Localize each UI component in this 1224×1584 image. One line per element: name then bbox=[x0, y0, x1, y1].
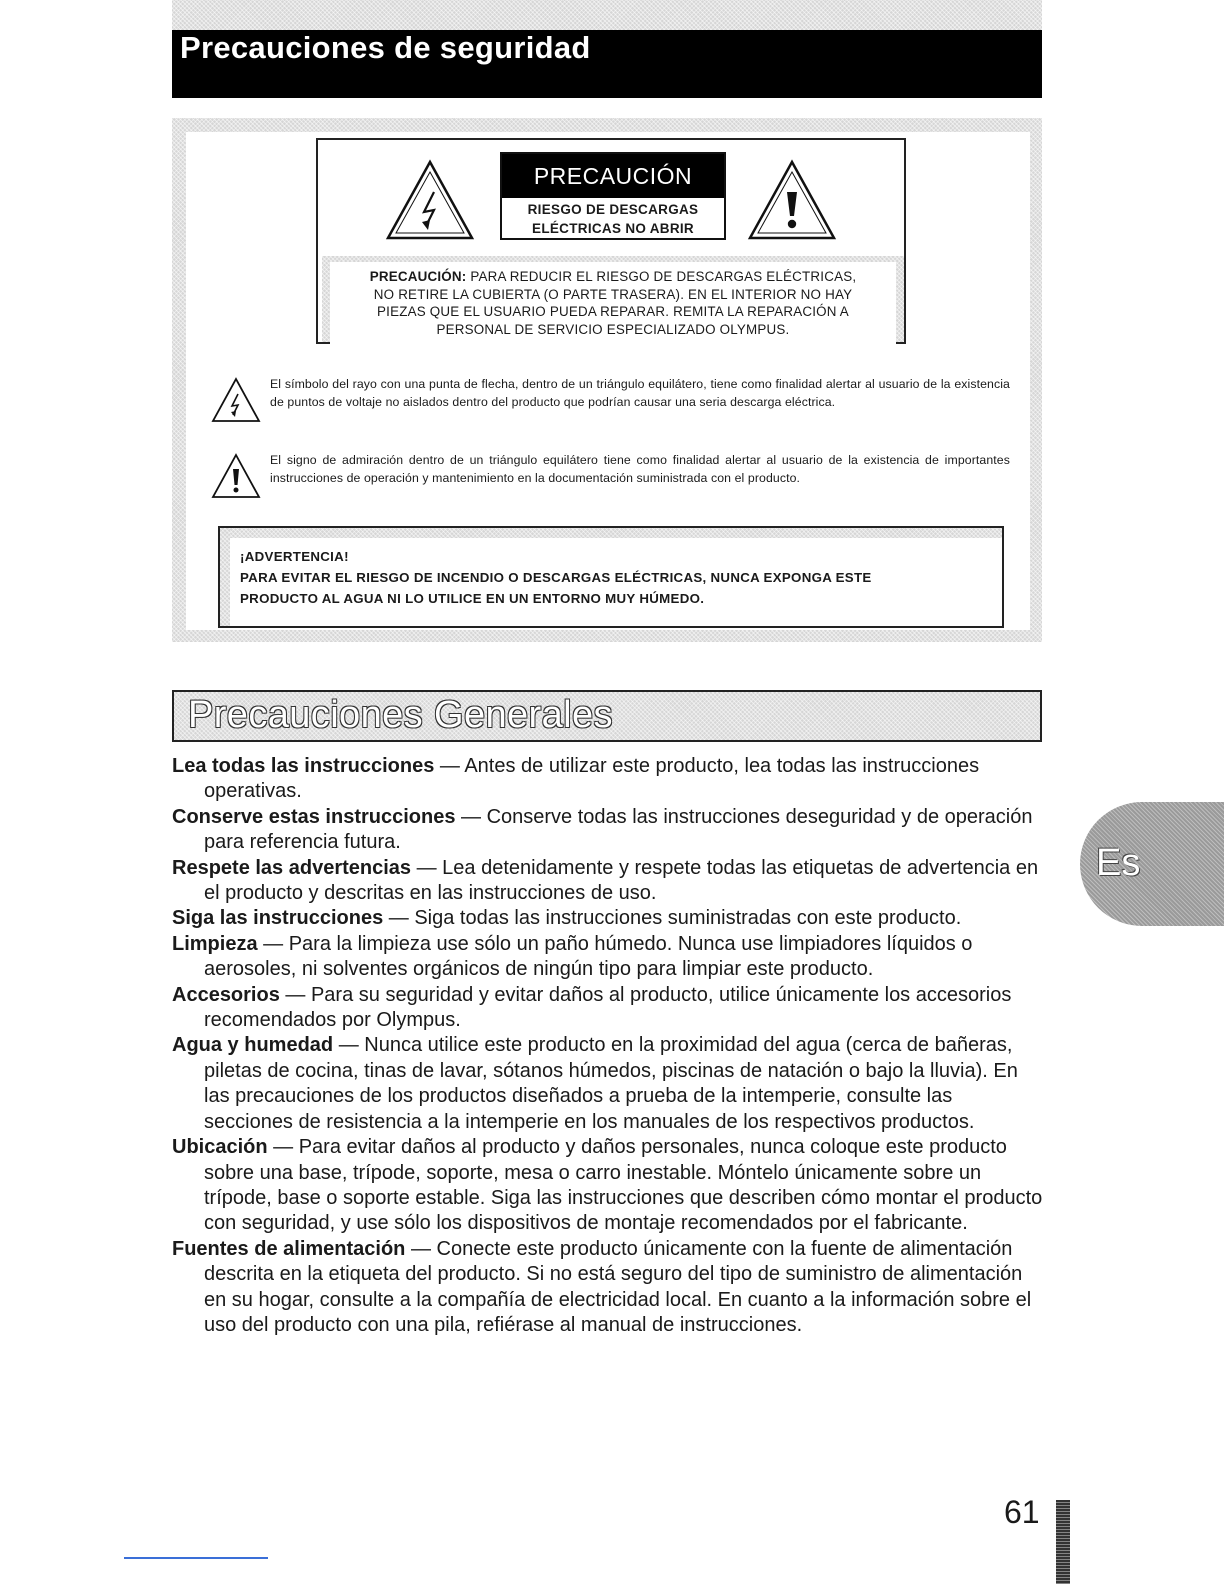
lightning-triangle-icon bbox=[210, 376, 262, 424]
caution-badge bbox=[500, 152, 726, 240]
item-term: Fuentes de alimentación bbox=[172, 1237, 406, 1260]
caution-text-line: PIEZAS QUE EL USUARIO PUEDA REPARAR. REMITA LA REPARACIÓN A bbox=[377, 304, 849, 319]
list-item bbox=[172, 805, 1044, 856]
lightning-note-text: El símbolo del rayo con una punta de flecha, dentro de un triángulo equilátero, tiene como finalidad alertar al usuario de la existencia de puntos de voltaje no aislados dentro del producto que podrían causar una seria descarga eléctrica. bbox=[270, 377, 1010, 409]
item-term: Lea todas las instrucciones bbox=[172, 755, 435, 777]
item-text: — Siga todas las instrucciones suministradas con este producto. bbox=[383, 907, 962, 930]
item-term: Agua y humedad bbox=[172, 1034, 334, 1057]
warning-line: PARA EVITAR EL RIESGO DE INCENDIO O DESCARGAS ELÉCTRICAS, NUNCA EXPONGA ESTE bbox=[240, 570, 872, 585]
list-item bbox=[172, 754, 1044, 805]
language-tab bbox=[1080, 802, 1224, 926]
item-text: — Antes de utilizar este producto, lea todas las instrucciones operativas. bbox=[204, 755, 980, 803]
caution-badge-line: ELÉCTRICAS NO ABRIR bbox=[532, 221, 694, 236]
item-text: — Para la limpieza use sólo un paño húmedo. Nunca use limpiadores líquidos o aerosoles, ni solventes orgánicos de ningún tipo para limpiar este producto. bbox=[204, 932, 973, 981]
warning-title: ¡ADVERTENCIA! bbox=[240, 549, 349, 564]
warning-line: PRODUCTO AL AGUA NI LO UTILICE EN UN ENTORNO MUY HÚMEDO. bbox=[240, 591, 705, 606]
caution-text-line: NO RETIRE LA CUBIERTA (O PARTE TRASERA). EN EL INTERIOR NO HAY bbox=[373, 286, 853, 302]
warning-box-shade-left bbox=[220, 528, 230, 626]
item-term: Siga las instrucciones bbox=[172, 907, 384, 930]
list-item bbox=[172, 1237, 1044, 1339]
item-term: Accesorios bbox=[172, 983, 280, 1006]
item-term: Limpieza bbox=[172, 932, 258, 955]
item-text: — Conecte este producto únicamente con la fuente de alimentación descrita en la etiqueta del producto. Si no está seguro del tipo de suministro de alimentación en su hogar, consulte a la compañía de electricidad local. En cuanto a la información sobre el uso del producto con una pila, refiérase al manual de instrucciones. bbox=[204, 1237, 1032, 1336]
warning-box bbox=[218, 526, 1004, 628]
caution-label bbox=[316, 138, 906, 344]
section-header-banner bbox=[172, 0, 1042, 98]
header-dither-strip bbox=[172, 0, 1042, 30]
list-item bbox=[172, 856, 1044, 907]
general-precautions-title: Precauciones Generales bbox=[188, 694, 613, 736]
list-item bbox=[172, 1033, 1044, 1135]
page-title: Precauciones de seguridad bbox=[180, 30, 591, 65]
list-item bbox=[172, 983, 1044, 1034]
item-text: — Para evitar daños al producto y daños personales, nunca coloque este producto sobre una base, trípode, soporte, mesa o carro inestable. Móntelo únicamente sobre un trípode, base o soporte estable. Siga las instrucciones que describen cómo montar el producto con seguridad, y use sólo los dispositivos de montaje recomendados por el fabricante. bbox=[204, 1136, 1043, 1235]
item-text: — Nunca utilice este producto en la proximidad del agua (cerca de bañeras, piletas de cocina, tinas de lavar, sótanos húmedos, piscinas de natación o bajo la lluvia). En las precauciones de los productos diseñados a prueba de la intemperie, consulte las secciones de resistencia a la intemperie en los manuales de los respectivos productos. bbox=[204, 1034, 1018, 1133]
item-term: Ubicación bbox=[172, 1136, 268, 1159]
item-term: Respete las advertencias bbox=[172, 856, 412, 879]
item-text: — Lea detenidamente y respete todas las etiquetas de advertencia en el producto y descritas en las instrucciones de uso. bbox=[204, 856, 1039, 905]
page-edge-mark bbox=[1056, 1500, 1070, 1584]
caution-text-block bbox=[322, 256, 904, 342]
general-precautions-banner bbox=[172, 690, 1042, 742]
list-item bbox=[172, 1135, 1044, 1237]
caution-badge-line: RIESGO DE DESCARGAS bbox=[527, 202, 699, 217]
warning-text bbox=[240, 546, 990, 609]
footer-divider bbox=[124, 1557, 268, 1559]
caution-badge-title: PRECAUCIÓN bbox=[502, 154, 724, 198]
caution-badge-subtitle bbox=[502, 198, 724, 238]
caution-label-top bbox=[318, 140, 904, 256]
lightning-triangle-icon bbox=[384, 158, 476, 242]
exclamation-note-text: El signo de admiración dentro de un triángulo equilátero tiene como finalidad alertar al usuario de la existencia de importantes instrucciones de operación y mantenimiento en la documentación suministrada con el producto. bbox=[270, 453, 1010, 485]
list-item bbox=[172, 932, 1044, 983]
caution-label-word: PRECAUCIÓN: bbox=[369, 269, 467, 284]
item-term: Conserve estas instrucciones bbox=[172, 805, 456, 828]
item-text: — Para su seguridad y evitar daños al producto, utilice únicamente los accesorios recomendados por Olympus. bbox=[204, 983, 1012, 1032]
item-text: — Conserve todas las instrucciones deseguridad y de operación para referencia futura. bbox=[204, 805, 1033, 854]
list-item bbox=[172, 906, 1044, 931]
page-number: 61 bbox=[1004, 1494, 1040, 1530]
language-tab-label: Es bbox=[1096, 842, 1141, 884]
caution-text-line: PERSONAL DE SERVICIO ESPECIALIZADO OLYMPUS. bbox=[436, 321, 790, 337]
caution-text-line bbox=[330, 268, 896, 286]
exclamation-triangle-icon bbox=[210, 452, 262, 500]
exclamation-triangle-icon bbox=[746, 158, 838, 242]
general-precautions-list bbox=[172, 754, 1044, 1338]
warning-box-shade-top bbox=[220, 528, 1002, 538]
lightning-note bbox=[210, 376, 1010, 446]
exclamation-note bbox=[210, 452, 1010, 522]
caution-text: PARA REDUCIR EL RIESGO DE DESCARGAS ELÉCTRICAS, bbox=[466, 269, 857, 284]
